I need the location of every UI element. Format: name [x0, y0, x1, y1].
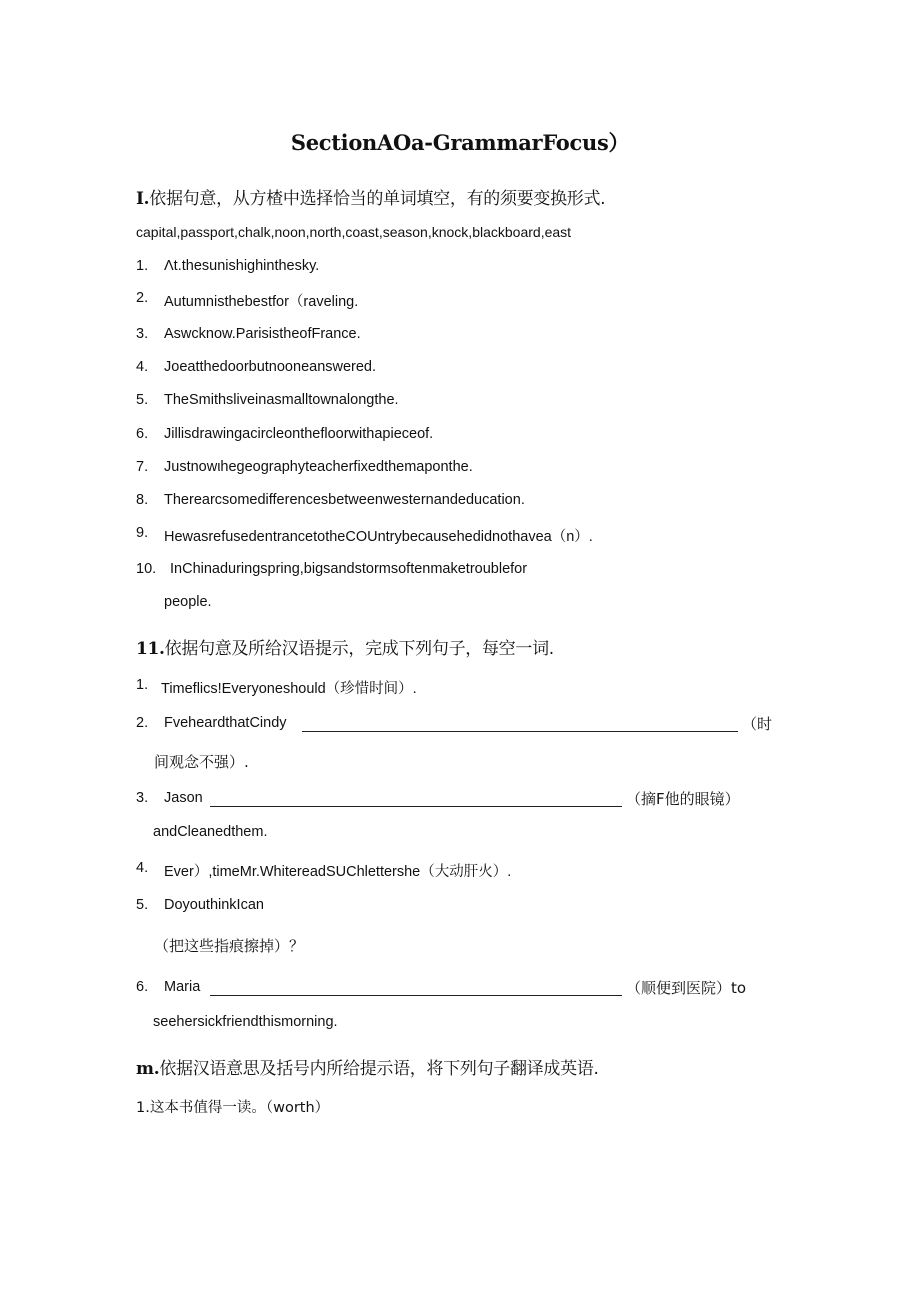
list-item: InChinaduringspring,bigsandstormsoftenmaketroublefor	[170, 561, 528, 577]
list-item: Λt.thesunishighinthesky.	[164, 258, 320, 274]
hint-text: （时	[742, 715, 773, 733]
list-item-continuation: 间观念不强）.	[154, 753, 249, 771]
list-item-continuation: seehersickfriendthismorning.	[153, 1014, 338, 1030]
section-2-number: 11.	[136, 639, 165, 659]
item-number: 2.	[136, 715, 149, 731]
section-1-instruction: 依据句意，从方楂中选择恰当的单词填空，有的须要变换形式.	[149, 189, 606, 209]
list-item: Ever）,timeMr.WhitereadSUChlettershe（大动肝火）.	[164, 864, 512, 880]
section-3-number: m.	[136, 1059, 160, 1079]
list-item: Aswcknow.ParisistheofFrance.	[164, 326, 361, 342]
section-3-heading	[136, 1054, 599, 1079]
answer-blank[interactable]	[210, 995, 622, 996]
item-number: 10.	[136, 561, 157, 577]
list-item: DoyouthinkIcan	[164, 897, 264, 913]
item-number: 3.	[136, 326, 149, 342]
list-item-continuation: people.	[164, 594, 212, 610]
item-number: 6.	[136, 979, 149, 995]
word-bank: capital,passport,chalk,noon,north,coast,season,knock,blackboard,east	[136, 224, 572, 240]
item-number: 3.	[136, 790, 149, 806]
item-number: 2.	[136, 290, 149, 306]
section-2-instruction: 依据句意及所给汉语提示，完成下列句子，每空一词.	[164, 639, 554, 659]
hint-text: （摘F他的眼镜）	[626, 790, 740, 808]
section-1-heading	[136, 184, 605, 209]
list-item: 1.这本书值得一读。（worth）	[136, 1100, 330, 1116]
section-2-heading	[136, 634, 554, 659]
list-item: HewasrefusedentrancetotheCOUntrybecausehedidnothavea（n）.	[164, 529, 593, 545]
list-item: TheSmithsliveinasmalltownalongthe.	[164, 392, 399, 408]
item-number: 9.	[136, 525, 149, 541]
item-number: 4.	[136, 359, 149, 375]
list-item: Jason	[164, 790, 203, 806]
item-number: 4.	[136, 860, 149, 876]
answer-blank[interactable]	[210, 806, 622, 807]
page-title: SectionAOa-GrammarFocus）	[290, 130, 630, 155]
item-number: 8.	[136, 492, 149, 508]
list-item: Joeatthedoorbutnooneanswered.	[164, 359, 377, 375]
item-number: 7.	[136, 459, 149, 475]
list-item: Autumnisthebestfor（raveling.	[164, 294, 359, 310]
item-number: 1.	[136, 258, 149, 274]
list-item: Timeflics!Everyoneshould（珍惜时间）.	[161, 681, 417, 697]
list-item: Justnowιhegeographyteacherfixedthemaponthe.	[164, 459, 473, 475]
section-3-instruction: 依据汉语意思及括号内所给提示语，将下列句子翻译成英语.	[159, 1059, 599, 1079]
section-1-number: I.	[136, 189, 150, 209]
list-item-continuation: andCleanedthem.	[153, 824, 268, 840]
item-number: 5.	[136, 897, 149, 913]
list-item-continuation: （把这些指痕擦掉）？	[154, 937, 305, 955]
list-item: Maria	[164, 979, 201, 995]
hint-text: （顺便到医院）to	[626, 979, 747, 997]
item-number: 1.	[136, 677, 149, 693]
item-number: 6.	[136, 426, 149, 442]
list-item: Jillisdrawingacircleonthefloorwithapieceof.	[164, 426, 434, 442]
list-item: FveheardthatCindy	[164, 715, 287, 731]
item-number: 5.	[136, 392, 149, 408]
answer-blank[interactable]	[302, 731, 738, 732]
list-item: Therearcsomedifferencesbetweenwesternandeducation.	[164, 492, 525, 508]
